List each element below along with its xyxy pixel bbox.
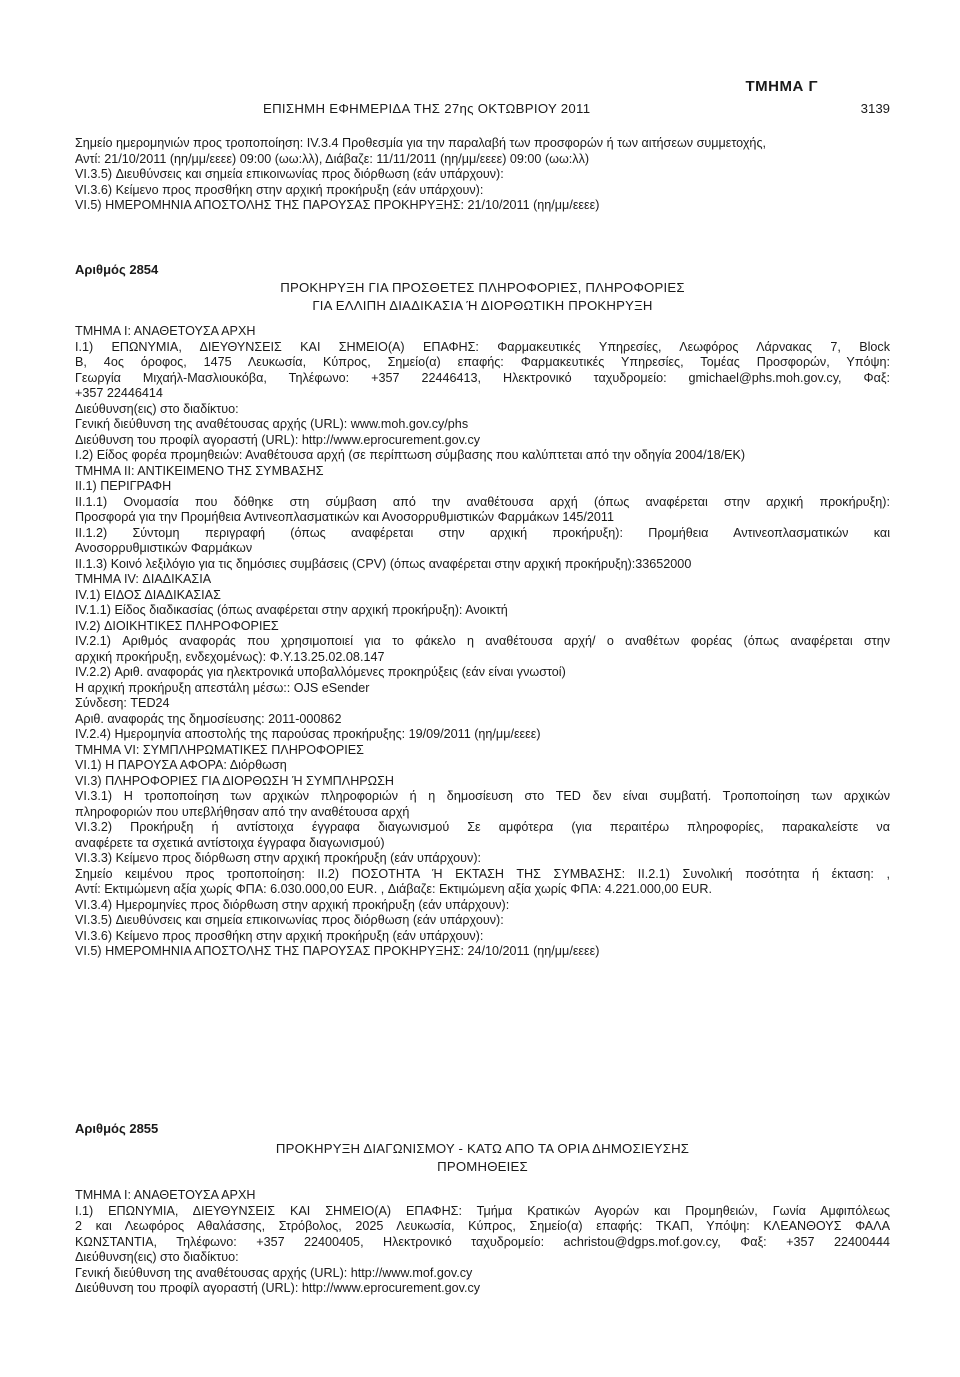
body-line: II.1) ΠΕΡΙΓΡΑΦΗ — [75, 479, 172, 493]
body-line: VI.3) ΠΛΗΡΟΦΟΡΙΕΣ ΓΙΑ ΔΙΟΡΘΩΣΗ Ή ΣΥΜΠΛΗΡΩΣΗ — [75, 773, 394, 788]
body-line: ΤΜΗΜΑ VI: ΣΥΜΠΛΗΡΩΜΑΤΙΚΕΣ ΠΛΗΡΟΦΟΡΙΕΣ — [75, 742, 364, 757]
body-line: ΤΜΗΜΑ Ι: ΑΝΑΘΕΤΟΥΣΑ ΑΡΧΗ — [75, 324, 256, 338]
body-line: Διεύθυνση(εις) στο διαδίκτυο: — [75, 401, 239, 416]
body-line: VI.3.1) Η τροποποίηση των αρχικών πληροφοριών ή η δημοσίευση στο TED δεν είναι συμβατή. Τροποποίηση των αρχικών — [75, 789, 890, 803]
body-line: B, 4ος όροφος, 1475 Λευκωσία, Κύπρος, Σημείο(α) επαφής: Φαρμακευτικές Υπηρεσίες, Τομέας Προσφορών, Υπόψη: — [75, 355, 890, 369]
body-line: VI.3.3) Κείμενο προς διόρθωση στην αρχική προκήρυξη (εάν υπάρχουν): — [75, 851, 482, 865]
body-line: I.1) ΕΠΩΝΥΜΙΑ, ΔΙΕΥΘΥΝΣΕΙΣ ΚΑΙ ΣΗΜΕΙΟ(Α) ΕΠΑΦΗΣ: Φαρμακευτικές Υπηρεσίες, Λεωφόρος Λάρνακας 7, Block — [75, 339, 890, 354]
body-line: II.1.3) Κοινό λεξιλόγιο για τις δημόσιες συμβάσεις (CPV) (όπως αναφέρεται στην αρχική προκήρυξη):33652000 — [75, 556, 692, 571]
body-line: Σημείο κειμένου προς τροποποίηση: II.2) ΠΟΣΟΤΗΤΑ Ή ΕΚΤΑΣΗ ΤΗΣ ΣΥΜΒΑΣΗΣ: II.2.1) Συνολική ποσότητα ή έκταση: , — [75, 866, 890, 881]
body-line: VI.5) ΗΜΕΡΟΜΗΝΙΑ ΑΠΟΣΤΟΛΗΣ ΤΗΣ ΠΑΡΟΥΣΑΣ ΠΡΟΚΗΡΥΞΗΣ: 24/10/2011 (ηη/μμ/εεεε) — [75, 944, 600, 958]
body-line: ΤΜΗΜΑ ΙΙ: ΑΝΤΙΚΕΙΜΕΝΟ ΤΗΣ ΣΥΜΒΑΣΗΣ — [75, 463, 324, 478]
intro-line: VI.3.6) Κείμενο προς προσθήκη στην αρχική προκήρυξη (εάν υπάρχουν): — [75, 182, 484, 197]
running-header — [75, 101, 890, 119]
body-line: VI.3.5) Διευθύνσεις και σημεία επικοινωνίας προς διόρθωση (εάν υπάρχουν): — [75, 913, 504, 927]
body-line: I.2) Είδος φορέα προμηθειών: Αναθέτουσα αρχή (σε περίπτωση σύμβασης που καλύπτεται από την οδηγία 2004/18/ΕΚ) — [75, 448, 746, 462]
body-line: Σύνδεση: TED24 — [75, 696, 170, 710]
body-line: 2 και Λεωφόρος Αθαλάσσης, Στρόβολος, 2025 Λευκωσία, Κύπρος, Σημείο(α) επαφής: ΤΚΑΠ, Υπόψη: ΚΛΕΑΝΘΟΥΣ ΦΑΛΑ — [75, 1219, 890, 1233]
body-line: ΤΜΗΜΑ Ι: ΑΝΑΘΕΤΟΥΣΑ ΑΡΧΗ — [75, 1188, 256, 1202]
notice-2854-body — [75, 324, 890, 960]
body-line: Αντί: Εκτιμώμενη αξία χωρίς ΦΠΑ: 6.030.000,00 EUR. , Διάβαζε: Εκτιμώμενη αξία χωρίς ΦΠΑ: 4.221.000,00 EUR. — [75, 882, 712, 896]
body-line: Διεύθυνση του προφίλ αγοραστή (URL): http://www.eprocurement.gov.cy — [75, 1281, 481, 1295]
body-line: Προσφορά για την Προμήθεια Αντινεοπλασματικών και Ανοσορρυθμιστικών Φαρμάκων 145/2011 — [75, 510, 614, 524]
body-line: Γενική διεύθυνση της αναθέτουσας αρχής (URL): www.moh.gov.cy/phs — [75, 417, 469, 431]
body-line: IV.1.1) Είδος διαδικασίας (όπως αναφέρεται στην αρχική προκήρυξη): Ανοικτή — [75, 603, 508, 617]
intro-line: VI.3.5) Διευθύνσεις και σημεία επικοινωνίας προς διόρθωση (εάν υπάρχουν): — [75, 167, 504, 181]
body-line: Γενική διεύθυνση της αναθέτουσας αρχής (URL): http://www.mof.gov.cy — [75, 1265, 473, 1280]
notice-title-line: ΠΡΟΚΗΡΥΞΗ ΔΙΑΓΩΝΙΣΜΟΥ - ΚΑΤΩ ΑΠΟ ΤΑ ΟΡΙΑ ΔΗΜΟΣΙΕΥΣΗΣ — [275, 1141, 690, 1156]
publication-title: ΕΠΙΣΗΜΗ ΕΦΗΜΕΡΙΔΑ ΤΗΣ 27ης ΟΚΤΩΒΡΙΟΥ 2011 — [263, 101, 591, 116]
notice-2854-title — [75, 279, 890, 315]
intro-line: Αντί: 21/10/2011 (ηη/μμ/εεεε) 09:00 (ωω:λλ), Διάβαζε: 11/11/2011 (ηη/μμ/εεεε) 09:00 (ωω:λλ) — [75, 151, 590, 166]
body-line: Διεύθυνση(εις) στο διαδίκτυο: — [75, 1250, 239, 1264]
intro-block — [75, 136, 890, 214]
body-line: Η αρχική προκήρυξη απεστάλη μέσω:: OJS eSender — [75, 680, 370, 695]
body-line: Ανοσορρυθμιστικών Φαρμάκων — [75, 541, 253, 555]
body-line: IV.2) ΔΙΟΙΚΗΤΙΚΕΣ ΠΛΗΡΟΦΟΡΙΕΣ — [75, 618, 279, 633]
body-line: II.1.1) Ονομασία που δόθηκε στη σύμβαση από την αναθέτουσα αρχή (όπως αναφέρεται στην αρχική προκήρυξη): — [75, 494, 890, 509]
notice-title-line: ΠΡΟΚΗΡΥΞΗ ΓΙΑ ΠΡΟΣΘΕΤΕΣ ΠΛΗΡΟΦΟΡΙΕΣ, ΠΛΗΡΟΦΟΡΙΕΣ — [280, 280, 685, 295]
body-line: VI.1) Η ΠΑΡΟΥΣΑ ΑΦΟΡΑ: Διόρθωση — [75, 758, 287, 772]
notice-2855-body — [75, 1188, 890, 1297]
body-line: Διεύθυνση του προφίλ αγοραστή (URL): http://www.eprocurement.gov.cy — [75, 432, 481, 447]
body-line: +357 22446414 — [75, 386, 163, 400]
body-line: αρχική προκήρυξη, ενδεχομένως): Φ.Υ.13.25.02.08.147 — [75, 649, 385, 664]
body-line: IV.1) ΕΙΔΟΣ ΔΙΑΔΙΚΑΣΙΑΣ — [75, 587, 221, 602]
body-line: ΤΜΗΜΑ IV: ΔΙΑΔΙΚΑΣΙΑ — [75, 572, 212, 586]
section-label: ΤΜΗΜΑ Γ — [745, 78, 818, 95]
body-line: IV.2.1) Αριθμός αναφοράς που χρησιμοποιεί για το φάκελο η αναθέτουσα αρχή/ ο αναθέτων φορέας (όπως αναφέρεται στην — [75, 634, 890, 648]
body-line: ΚΩΝΣΤΑΝΤΙΑ, Τηλέφωνο: +357 22400405, Ηλεκτρονικό ταχυδρομείο: achristou@dgps.mof.gov.cy, Φαξ: +357 22400444 — [75, 1234, 890, 1249]
body-line: IV.2.4) Ημερομηνία αποστολής της παρούσας προκήρυξης: 19/09/2011 (ηη/μμ/εεεε) — [75, 727, 541, 741]
notice-title-line: ΠΡΟΜΗΘΕΙΕΣ — [437, 1159, 528, 1174]
body-line: VI.3.4) Ημερομηνίες προς διόρθωση στην αρχική προκήρυξη (εάν υπάρχουν): — [75, 897, 510, 912]
notice-2855-heading — [75, 1121, 890, 1137]
body-line: VI.3.6) Κείμενο προς προσθήκη στην αρχική προκήρυξη (εάν υπάρχουν): — [75, 928, 484, 943]
body-line: IV.2.2) Αριθ. αναφοράς για ηλεκτρονικά υποβαλλόμενες προκηρύξεις (εάν είναι γνωστοί) — [75, 665, 566, 679]
body-line: Γεωργία Μιχαήλ-Μασλιουκόβα, Τηλέφωνο: +357 22446413, Ηλεκτρονικό ταχυδρομείο: gmichael@phs.moh.gov.cy, Φαξ: — [75, 370, 890, 385]
intro-line: VI.5) ΗΜΕΡΟΜΗΝΙΑ ΑΠΟΣΤΟΛΗΣ ΤΗΣ ΠΑΡΟΥΣΑΣ ΠΡΟΚΗΡΥΞΗΣ: 21/10/2011 (ηη/μμ/εεεε) — [75, 198, 600, 212]
notice-2854-heading — [75, 262, 890, 278]
body-line: Αριθ. αναφοράς της δημοσίευσης: 2011-000862 — [75, 711, 342, 726]
body-line: πληροφοριών που υπεβλήθησαν από την αναθέτουσα αρχή — [75, 804, 410, 819]
body-line: VI.3.2) Προκήρυξη ή αντίστοιχα έγγραφα διαγωνισμού Σε αμφότερα (για περαιτέρω πληροφορίες, παρακαλείστε να — [75, 820, 890, 834]
notice-number: Αριθμός 2855 — [75, 1121, 159, 1136]
notice-number: Αριθμός 2854 — [75, 262, 159, 277]
page-number: 3139 — [860, 101, 890, 116]
notice-2855-title — [75, 1140, 890, 1176]
body-line: I.1) ΕΠΩΝΥΜΙΑ, ΔΙΕΥΘΥΝΣΕΙΣ ΚΑΙ ΣΗΜΕΙΟ(Α) ΕΠΑΦΗΣ: Τμήμα Κρατικών Αγορών και Προμηθειών, Γωνία Αμφιπόλεως — [75, 1203, 890, 1218]
intro-line: Σημείο ημερομηνιών προς τροποποίηση: IV.3.4 Προθεσμία για την παραλαβή των προσφορών ή των αιτήσεων συμμετοχής, — [75, 136, 767, 150]
notice-title-line: ΓΙΑ ΕΛΛΙΠΗ ΔΙΑΔΙΚΑΣΙΑ Ή ΔΙΟΡΘΩΤΙΚΗ ΠΡΟΚΗΡΥΞΗ — [312, 298, 653, 313]
body-line: II.1.2) Σύντομη περιγραφή (όπως αναφέρεται στην αρχική προκήρυξη): Προμήθεια Αντινεοπλασματικών και — [75, 525, 890, 540]
body-line: αναφέρετε τα σχετικά αντίστοιχα έγγραφα διαγωνισμού) — [75, 835, 385, 850]
